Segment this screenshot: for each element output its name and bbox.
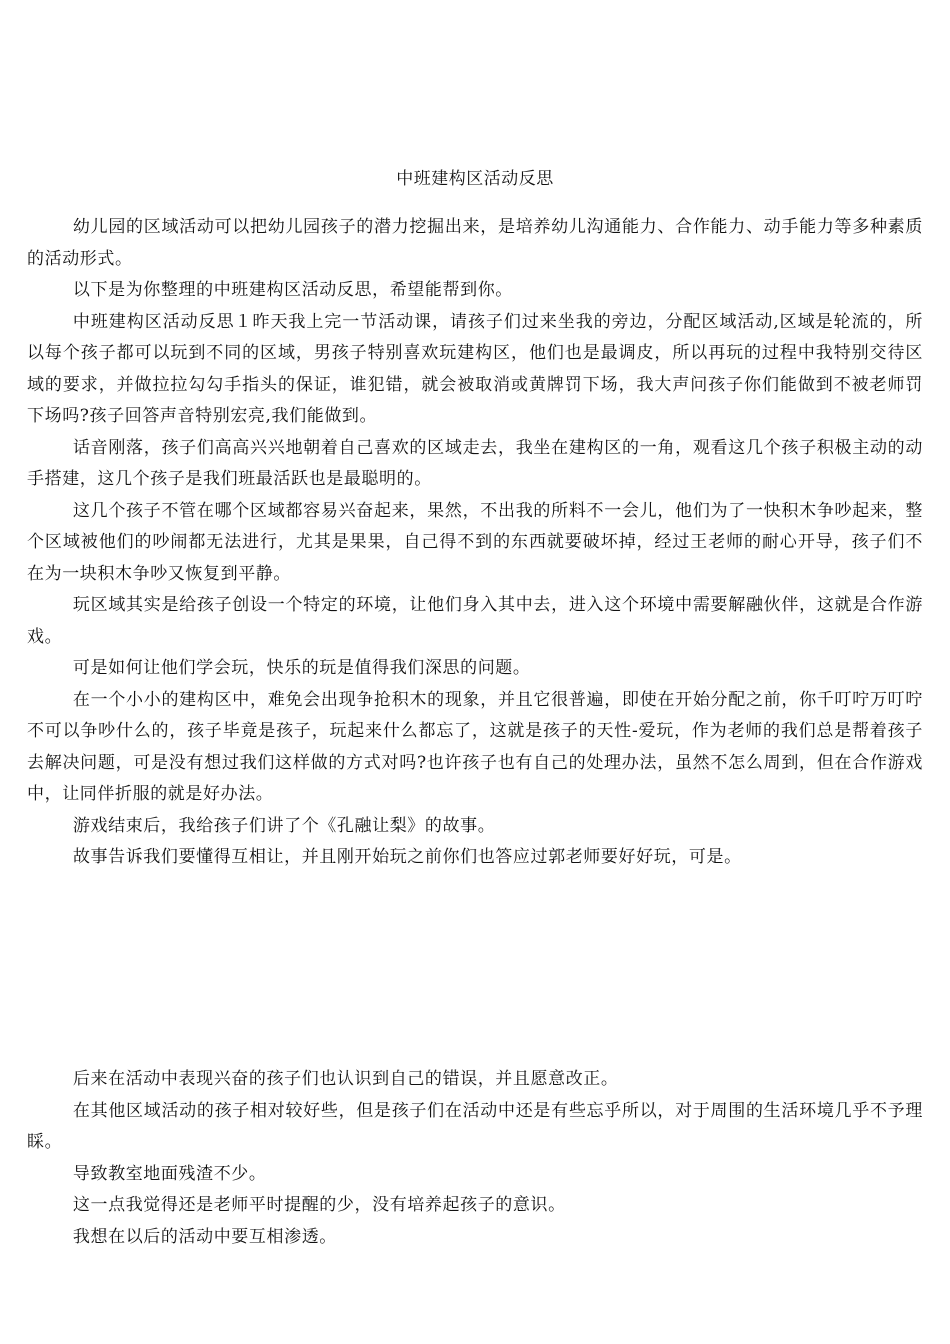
- paragraph: 以下是为你整理的中班建构区活动反思，希望能帮到你。: [72, 280, 513, 300]
- document-body-section-1: [27, 212, 923, 874]
- paragraph: 故事告诉我们要懂得互相让，并且刚开始玩之前你们也答应过郭老师要好好玩，可是。: [72, 847, 742, 867]
- paragraph: 幼儿园的区域活动可以把幼儿园孩子的潜力挖掘出来，是培养幼儿沟通能力、合作能力、动手能力等多种素质的活动形式。: [27, 217, 923, 269]
- paragraph: 在一个小小的建构区中，难免会出现争抢积木的现象，并且它很普遍，即使在开始分配之前，你千叮咛万叮咛不可以争吵什么的，孩子毕竟是孩子，玩起来什么都忘了，这就是孩子的天性-爱玩，作为老师的我们总是帮着孩子去解决问题，可是没有想过我们这样做的方式对吗?也许孩子也有自己的处理办法，虽然不怎么周到，但在合作游戏中，让同伴折服的就是好办法。: [27, 689, 923, 804]
- paragraph: 这几个孩子不管在哪个区域都容易兴奋起来，果然，不出我的所料不一会儿，他们为了一快积木争吵起来，整个区域被他们的吵闹都无法进行，尤其是果果，自己得不到的东西就要破坏掉，经过王老师的耐心开导，孩子们不在为一块积木争吵又恢复到平静。: [27, 500, 923, 584]
- paragraph: 话音刚落，孩子们高高兴兴地朝着自己喜欢的区域走去，我坐在建构区的一角，观看这几个孩子积极主动的动手搭建，这几个孩子是我们班最活跃也是最聪明的。: [27, 437, 923, 489]
- paragraph: 在其他区域活动的孩子相对较好些，但是孩子们在活动中还是有些忘乎所以，对于周围的生活环境几乎不予理睬。: [27, 1100, 923, 1152]
- paragraph: 导致教室地面残渣不少。: [72, 1163, 267, 1184]
- paragraph: 中班建构区活动反思１昨天我上完一节活动课，请孩子们过来坐我的旁边，分配区域活动,区域是轮流的，所以每个孩子都可以玩到不同的区域，男孩子特别喜欢玩建构区，他们也是最调皮，所以再玩的过程中我特别交待区域的要求，并做拉拉勾勾手指头的保证，谁犯错，就会被取消或黄牌罚下场，我大声问孩子你们能做到不被老师罚下场吗?孩子回答声音特别宏亮,我们能做到。: [27, 311, 923, 426]
- paragraph: 我想在以后的活动中要互相渗透。: [72, 1226, 337, 1247]
- document-body-section-2: [27, 1064, 923, 1253]
- paragraph: 后来在活动中表现兴奋的孩子们也认识到自己的错误，并且愿意改正。: [72, 1069, 619, 1089]
- paragraph: 游戏结束后，我给孩子们讲了个《孔融让梨》的故事。: [72, 815, 496, 836]
- paragraph: 可是如何让他们学会玩，快乐的玩是值得我们深思的问题。: [72, 658, 531, 678]
- paragraph: 玩区域其实是给孩子创设一个特定的环境，让他们身入其中去，进入这个环境中需要解融伙伴，这就是合作游戏。: [27, 595, 923, 647]
- paragraph: 这一点我觉得还是老师平时提醒的少，没有培养起孩子的意识。: [72, 1195, 566, 1215]
- document-title: 中班建构区活动反思: [396, 169, 554, 189]
